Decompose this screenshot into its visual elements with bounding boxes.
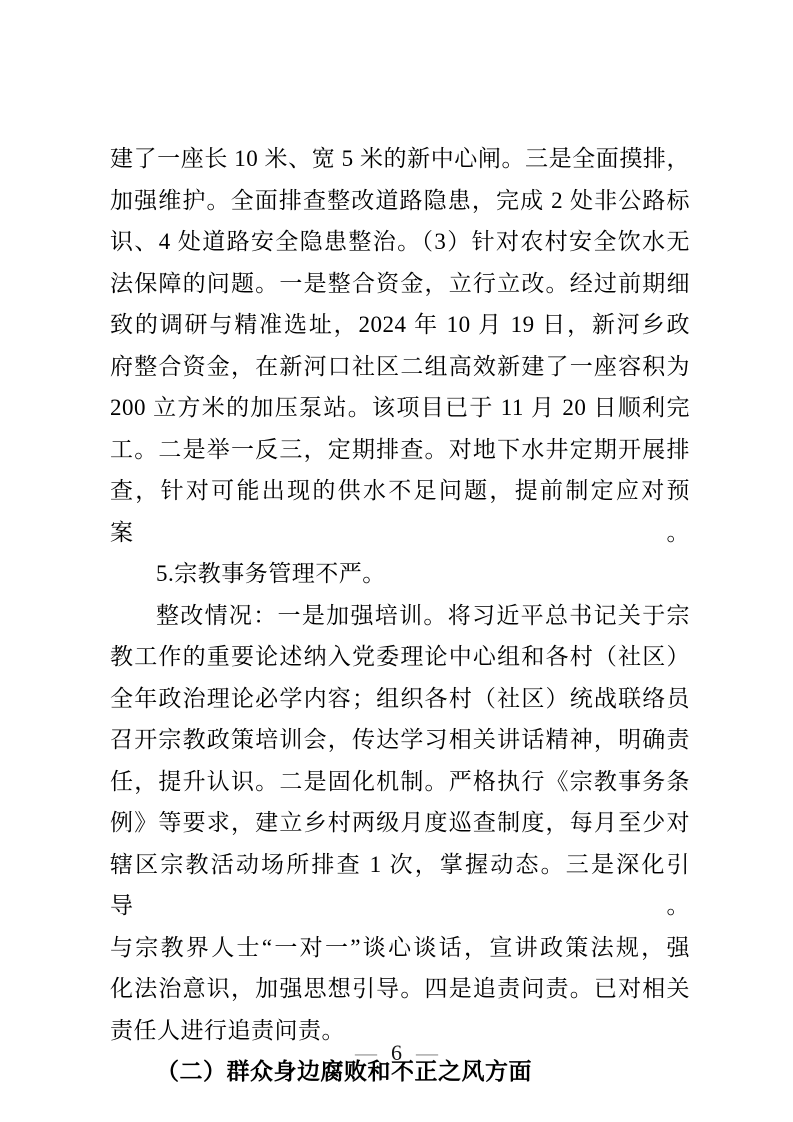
text-line: 致的调研与精准选址，2024 年 10 月 19 日，新河乡政 [110, 312, 690, 337]
text-line: 与宗教界人士“一对一”谈心谈话，宣讲政策法规，强 [110, 934, 690, 960]
text-line: 识、4 处道路安全隐患整治。（3）针对农村安全饮水无 [110, 229, 690, 254]
text-line: 教工作的重要论述纳入党委理论中心组和各村（社区） [110, 644, 690, 669]
text-line: 例》等要求，建立乡村两级月度巡查制度，每月至少对 [110, 810, 690, 835]
text-line: 化法治意识，加强思想引导。四是追责问责。已对相关 [110, 976, 690, 1001]
text-line: 召开宗教政策培训会，传达学习相关讲话精神，明确责 [110, 727, 690, 752]
text-line: 200 立方米的加压泵站。该项目已于 11 月 20 日顺利完 [110, 395, 690, 420]
text-line: 府整合资金，在新河口社区二组高效新建了一座容积为 [110, 353, 690, 379]
document-body [110, 138, 690, 1093]
text-line: 责任人进行追责问责。 [110, 1017, 345, 1043]
page-footer [0, 1038, 793, 1068]
text-line: 法保障的问题。一是整合资金，立行立改。经过前期细 [110, 270, 690, 296]
text-line: 辖区宗教活动场所排查 1 次，掌握动态。三是深化引导。 [110, 851, 690, 918]
page-number: 6 [391, 1040, 402, 1065]
text-line: 建了一座长 10 米、宽 5 米的新中心闸。三是全面摸排， [110, 146, 690, 171]
footer-dash-left: — [355, 1040, 377, 1065]
text-line: 全年政治理论必学内容；组织各村（社区）统战联络员 [110, 685, 690, 711]
text-line: 查，针对可能出现的供水不足问题，提前制定应对预案。 [110, 478, 690, 545]
text-line: 5.宗教事务管理不严。 [156, 561, 386, 586]
text-line: 工。二是举一反三，定期排查。对地下水井定期开展排 [110, 436, 690, 462]
text-line: （二）群众身边腐败和不正之风方面 [156, 1059, 532, 1084]
text-line: 任，提升认识。二是固化机制。严格执行《宗教事务条 [110, 768, 690, 794]
footer-dash-right: — [416, 1040, 438, 1065]
text-line: 加强维护。全面排查整改道路隐患，完成 2 处非公路标 [110, 187, 690, 213]
text-line: 整改情况：一是加强培训。将习近平总书记关于宗 [156, 602, 690, 628]
